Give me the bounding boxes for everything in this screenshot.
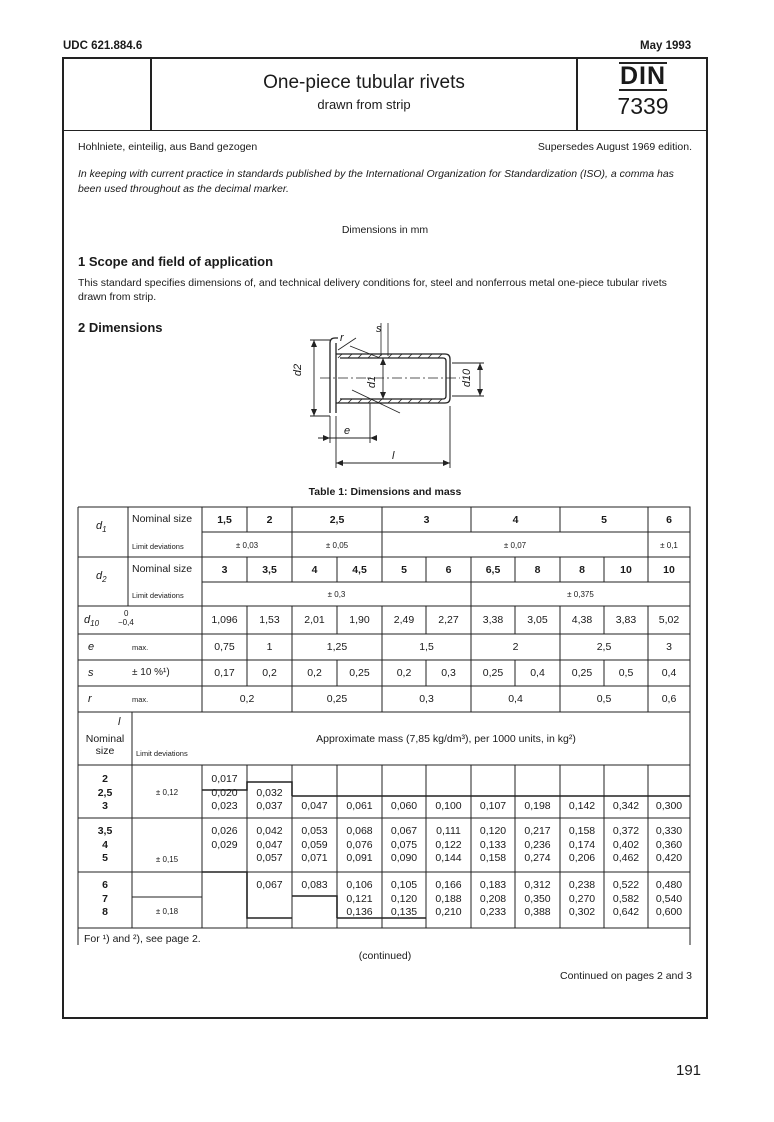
group2-col-0: 0,026 0,029	[211, 825, 238, 851]
r-value-2: 0,3	[419, 693, 434, 705]
group1-col-5: 0,100	[435, 800, 462, 812]
s-value-4: 0,2	[396, 667, 412, 679]
group1-col-0: 0,017 0,020 0,023	[211, 773, 238, 812]
r-value-4: 0,5	[596, 693, 612, 705]
s-symbol: s	[88, 667, 94, 679]
e-note: max.	[132, 643, 149, 652]
group3-col-1: 0,067	[256, 879, 283, 891]
group1-col-8: 0,142	[568, 800, 596, 812]
german-title: Hohlniete, einteilig, aus Band gezogen	[78, 141, 258, 153]
drawing-label-d1: d1	[366, 375, 379, 389]
group2-col-4: 0,067 0,075 0,090	[390, 825, 418, 864]
d1-nominal-label: Nominal size	[132, 513, 193, 525]
d10-symbol: $d_{10}$	[84, 614, 100, 629]
s-value-8: 0,25	[571, 667, 593, 679]
d2-nominal-2: 4	[311, 564, 318, 576]
group3-l: 6 7 8	[102, 879, 108, 918]
drawing-label-d10: d10	[461, 368, 474, 388]
r-value-1: 0,25	[326, 693, 348, 705]
d1-nominal-0: 1,5	[217, 514, 232, 526]
d2-symbol: $d_2$	[96, 570, 107, 585]
drawing-label-r: r	[340, 332, 344, 344]
section-1-text: This standard specifies dimensions of, and technical delivery conditions for, steel and nonferrous metal one-piece tubular rivets drawn from strip.	[78, 277, 667, 303]
group2-col-6: 0,120 0,133 0,158	[479, 825, 507, 864]
d1-limit-label: Limit deviations	[132, 542, 184, 551]
page-frame	[62, 57, 708, 1019]
group3-col-10: 0,480 0,540 0,600	[655, 879, 683, 918]
d2-nominal-4: 5	[401, 564, 407, 576]
group1-col-4: 0,060	[390, 800, 418, 812]
group3-col-2: 0,083	[301, 879, 328, 891]
e-value-3: 1,5	[419, 641, 434, 653]
group1-col-10: 0,300	[655, 800, 683, 812]
e-value-4: 2	[512, 641, 519, 653]
document-subtitle: drawn from strip	[317, 97, 411, 112]
d10-value-9: 3,83	[615, 614, 637, 626]
group1-col-6: 0,107	[479, 800, 507, 812]
l-symbol: l	[118, 716, 121, 728]
e-value-2: 1,25	[326, 641, 348, 653]
d1-nominal-5: 5	[601, 514, 607, 526]
d10-tolerance: 0 −0,4	[118, 609, 134, 627]
d10-value-5: 2,27	[438, 614, 459, 626]
group2-col-8: 0,158 0,174 0,206	[568, 825, 596, 864]
s-value-5: 0,3	[441, 667, 456, 679]
r-note: max.	[132, 695, 149, 704]
d2-nominal-6: 6,5	[485, 564, 501, 576]
s-value-7: 0,4	[530, 667, 545, 679]
group2-col-3: 0,068 0,076 0,091	[346, 825, 373, 864]
group1-l: 2 2,5 3	[97, 773, 113, 812]
d10-value-2: 2,01	[304, 614, 325, 626]
e-value-0: 0,75	[214, 641, 235, 653]
d2-limit-label: Limit deviations	[132, 591, 184, 600]
section-1-heading: 1 Scope and field of application	[78, 254, 274, 269]
group1-col-3: 0,061	[346, 800, 373, 812]
group3-col-9: 0,522 0,582 0,642	[612, 879, 640, 918]
group2-col-2: 0,053 0,059 0,071	[301, 825, 328, 864]
d10-value-7: 3,05	[527, 614, 548, 626]
d10-value-1: 1,53	[259, 614, 280, 626]
document-title: One-piece tubular rivets	[263, 72, 465, 93]
group1-col-1: 0,032 0,037	[256, 786, 283, 812]
group3-tol: ± 0,18	[155, 907, 179, 916]
r-symbol: r	[88, 693, 92, 705]
d2-nominal-5: 6	[445, 564, 452, 576]
mass-header: Approximate mass (7,85 kg/dm³), per 1000 units, in kg²)	[316, 733, 576, 745]
group1-col-7: 0,198	[524, 800, 551, 812]
section-2-heading: 2 Dimensions	[78, 320, 163, 335]
group2-col-9: 0,372 0,402 0,462	[612, 825, 640, 864]
d2-nominal-0: 3	[221, 564, 228, 576]
l-limit-label: Limit deviations	[136, 749, 188, 758]
d2-limit-1: ± 0,375	[567, 590, 594, 599]
r-value-3: 0,4	[508, 693, 523, 705]
d2-nominal-label: Nominal size	[132, 563, 193, 575]
group2-col-5: 0,111 0,122 0,144	[435, 825, 462, 864]
group2-col-7: 0,217 0,236 0,274	[524, 825, 551, 864]
d10-value-10: 5,02	[658, 614, 680, 626]
group1-col-2: 0,047	[301, 800, 328, 812]
e-symbol: e	[88, 641, 95, 653]
page-number: 191	[676, 1062, 702, 1079]
d1-nominal-4: 4	[512, 514, 519, 526]
decimal-marker-note: In keeping with current practice in standards published by the International Organization for Standardization (ISO), a comma has been used throughout as the decimal marker.	[78, 168, 674, 195]
d2-nominal-10: 10	[663, 564, 675, 576]
l-nominal-size-label: Nominal size	[85, 733, 125, 757]
group1-tol: ± 0,12	[155, 788, 179, 797]
group3-col-5: 0,166 0,188 0,210	[435, 879, 462, 918]
din-number: 7339	[617, 93, 669, 119]
d2-nominal-7: 8	[534, 564, 541, 576]
table-caption: Table 1: Dimensions and mass	[308, 486, 462, 498]
drawing-label-l: l	[392, 450, 395, 462]
publication-date: May 1993	[640, 40, 692, 52]
d1-nominal-2: 2,5	[329, 514, 345, 526]
group3-col-3: 0,106 0,121 0,136	[346, 879, 373, 918]
d10-value-6: 3,38	[482, 614, 504, 626]
s-value-3: 0,25	[349, 667, 370, 679]
group3-col-8: 0,238 0,270 0,302	[568, 879, 596, 918]
d1-limit-2: ± 0,07	[503, 541, 527, 550]
d10-value-3: 1,90	[349, 614, 370, 626]
s-value-6: 0,25	[482, 667, 504, 679]
continued-label: (continued)	[358, 950, 412, 962]
s-value-9: 0,5	[618, 667, 634, 679]
group3-col-4: 0,105 0,120 0,135	[390, 879, 418, 918]
continued-pages: Continued on pages 2 and 3	[560, 970, 692, 982]
d2-nominal-3: 4,5	[352, 564, 367, 576]
group2-tol: ± 0,15	[155, 855, 179, 864]
r-value-0: 0,2	[239, 693, 255, 705]
d10-value-4: 2,49	[393, 614, 415, 626]
d1-limit-0: ± 0,03	[235, 541, 259, 550]
d1-limit-3: ± 0,1	[660, 541, 678, 550]
drawing-label-d2: d2	[292, 363, 305, 377]
d2-nominal-8: 8	[579, 564, 585, 576]
group3-col-7: 0,312 0,350 0,388	[524, 879, 551, 918]
d1-nominal-6: 6	[666, 514, 672, 526]
d2-limit-0: ± 0,3	[327, 590, 346, 599]
r-value-5: 0,6	[661, 693, 677, 705]
e-value-1: 1	[266, 641, 273, 653]
e-value-5: 2,5	[596, 641, 612, 653]
s-value-2: 0,2	[307, 667, 322, 679]
d1-limit-1: ± 0,05	[325, 541, 349, 550]
drawing-label-e: e	[344, 425, 351, 437]
d1-symbol: $d_1$	[96, 520, 107, 535]
din-logo: DIN	[619, 62, 667, 90]
udc-code: UDC 621.884.6	[63, 40, 143, 52]
d10-value-0: 1,096	[211, 614, 238, 626]
dimensions-note: Dimensions in mm	[341, 224, 429, 236]
table-footnote: For ¹) and ²), see page 2.	[84, 933, 201, 945]
s-value-1: 0,2	[262, 667, 277, 679]
group3-col-6: 0,183 0,208 0,233	[479, 879, 507, 918]
d2-nominal-9: 10	[620, 564, 632, 576]
s-note: ± 10 %¹)	[132, 667, 170, 678]
d1-nominal-3: 3	[423, 514, 430, 526]
e-value-6: 3	[666, 641, 672, 653]
group2-col-1: 0,042 0,047 0,057	[256, 825, 283, 864]
d2-nominal-1: 3,5	[262, 564, 277, 576]
drawing-label-s: s	[376, 323, 382, 335]
group2-l: 3,5 4 5	[97, 825, 113, 864]
d1-nominal-1: 2	[266, 514, 273, 526]
s-value-10: 0,4	[661, 667, 677, 679]
group2-col-10: 0,330 0,360 0,420	[655, 825, 683, 864]
d10-value-8: 4,38	[571, 614, 593, 626]
supersedes-note: Supersedes August 1969 edition.	[537, 141, 692, 153]
rivet-drawing	[280, 318, 490, 470]
s-value-0: 0,17	[214, 667, 235, 679]
group1-col-9: 0,342	[612, 800, 640, 812]
